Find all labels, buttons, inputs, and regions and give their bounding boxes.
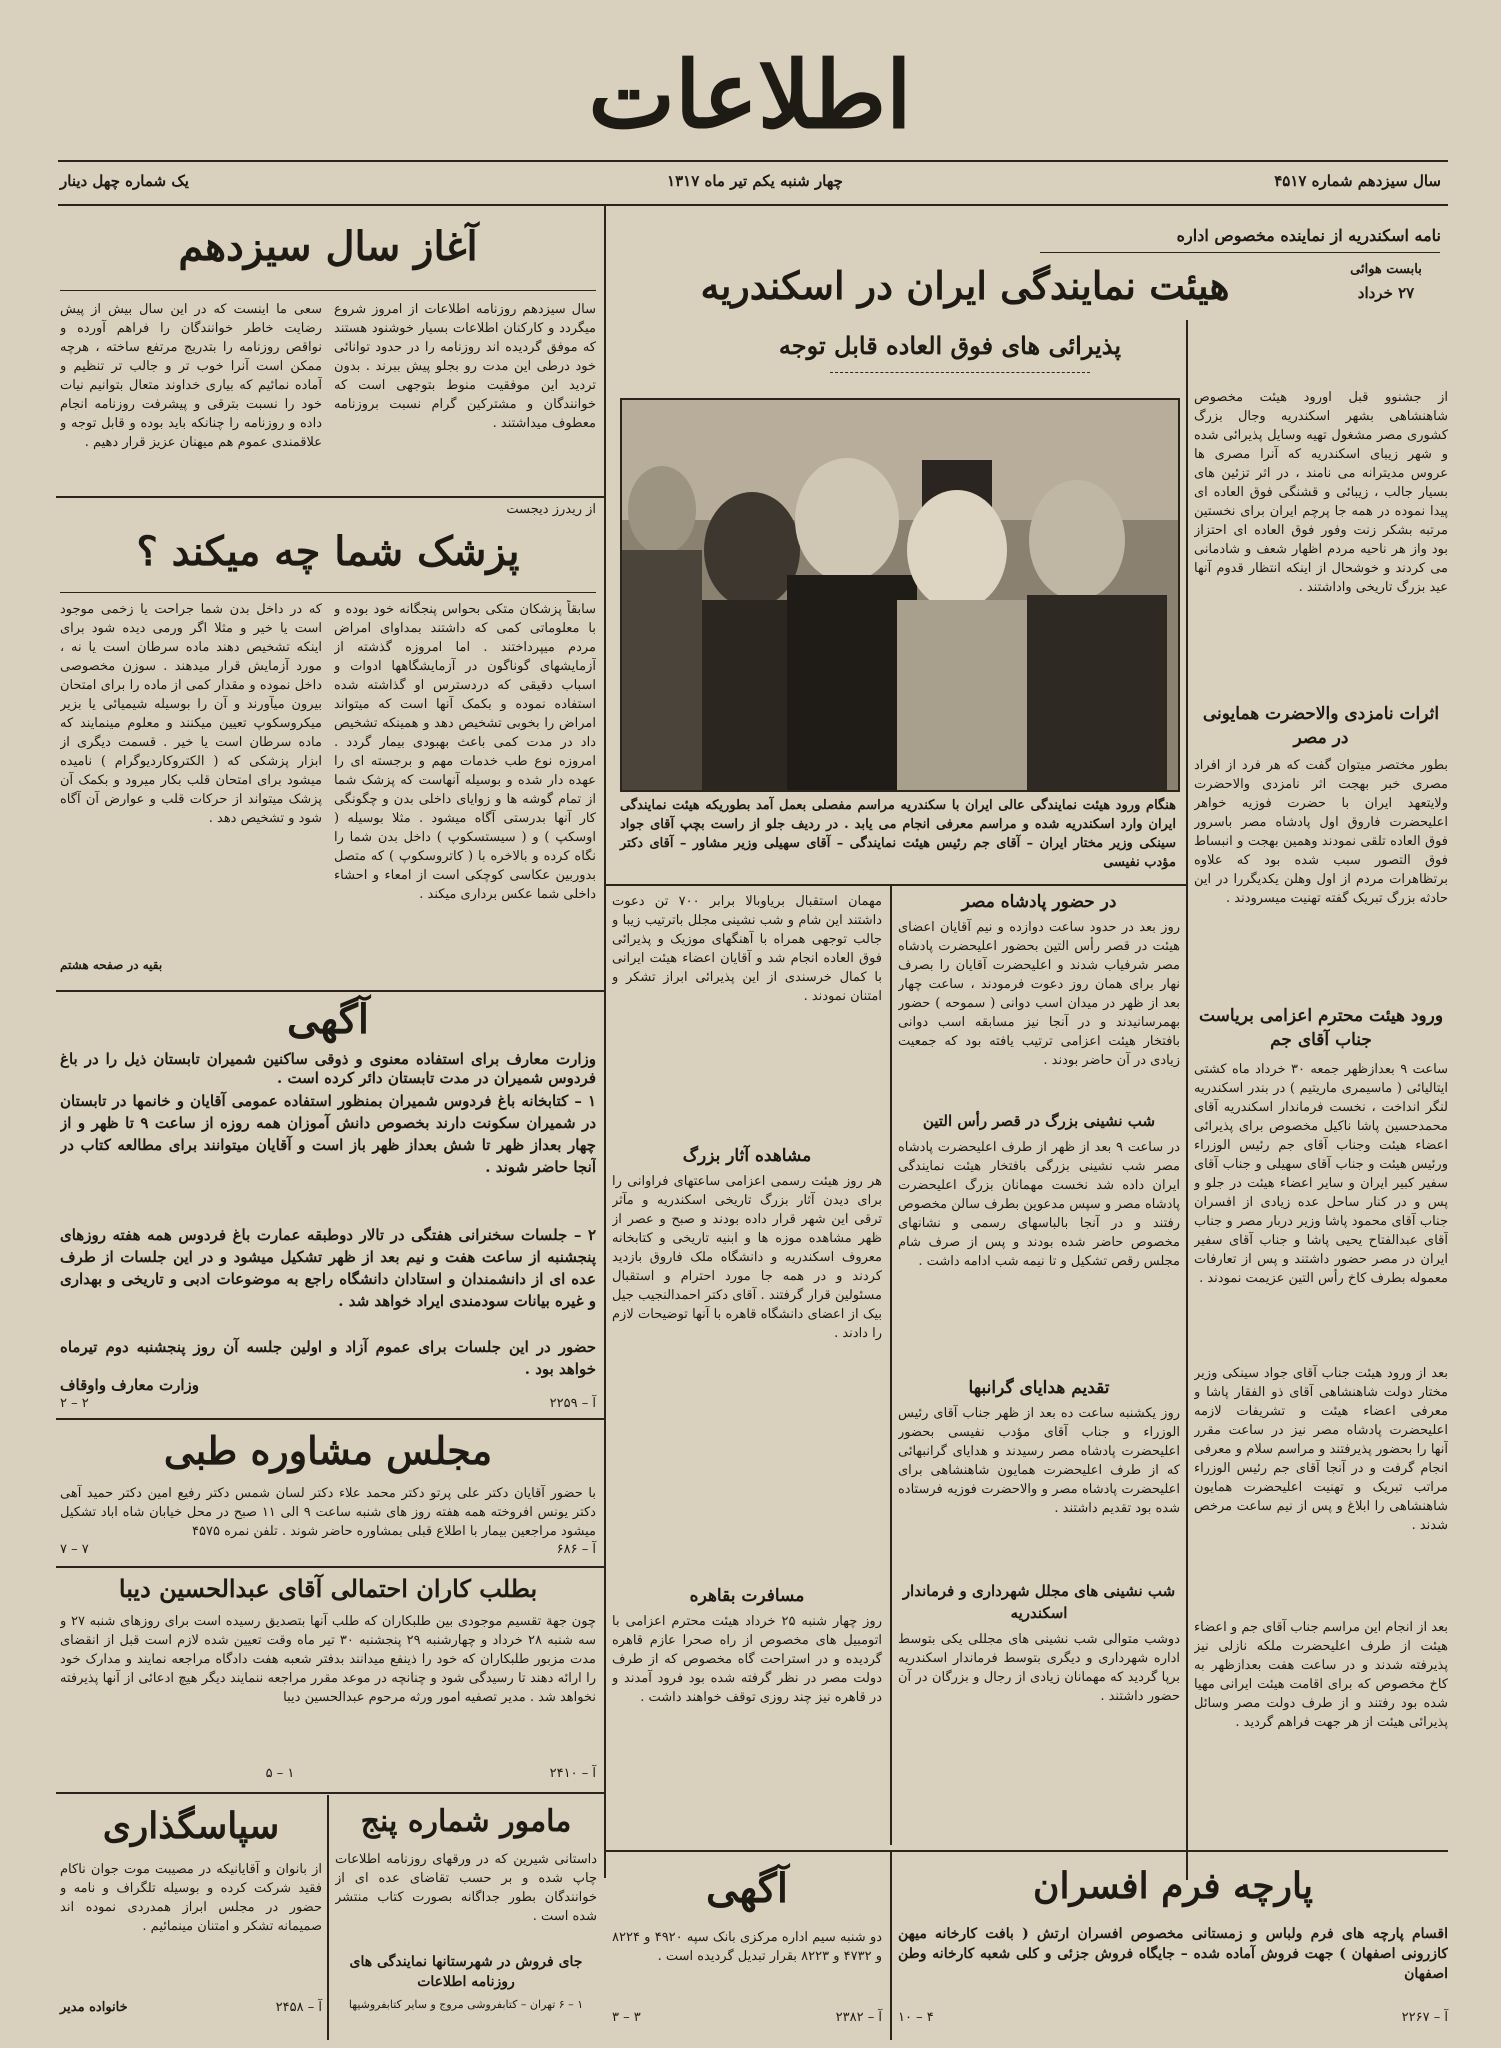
dateline-rule-top xyxy=(58,160,1448,162)
notice2-code-right: آ – ۲۳۸۲ xyxy=(835,2010,882,2025)
editorial-title: آغاز سال سیزدهم xyxy=(178,223,478,270)
news-photo-figures xyxy=(622,400,1178,790)
main-col-intro: از جشنوو قبل اورود هیئت مخصوص شاهنشاهی بشهر اسکندریه وجال بزرگ کشوری مصر مشغول تهیه وسایل پذیرائی شده و شهر زیبای اسکندریه که آنرا مصری ها عروس مدیترانه می نامند ، در اثر تزئین های بسیار جالب ، زیبائی و قشنگی فوق العاده ای پیدا نموده در همه جا پرچم ایران برای نخستین مرتبه بشکر زنت وفور فوق العاده ای احتزاز بود واز هر ناحیه مردم اظهار شعف و شادمانی می کردند و خوشحال از اینکه انتظار قدوم آنها عید بزرگ تاریخی واداشتند . xyxy=(1194,390,1448,595)
editorial-title-rule xyxy=(60,290,596,291)
officer-code: ۱ – ۶ تهران – کتابفروشی مروج و سایر کتابفروشیها xyxy=(348,1998,584,2011)
subheadline-rule xyxy=(830,372,1090,373)
notice1-item3: حضور در این جلسات برای عموم آزاد و اولین جلسه آن روز پنجشنبه دوم تیرماه خواهد بود . xyxy=(60,1338,596,1378)
column-rule-right xyxy=(1186,320,1188,1880)
column-rule-main xyxy=(604,206,606,1878)
uniform-body: اقسام پارچه های فرم ولباس و زمستانی مخصوص افسران ارتش ( بافت کارخانه میهن کازرونی اصفهان ) جهت فروش آماده شده – جایگاه فروش جزئی و کلی شعبه کارخانه وطن اصفهان xyxy=(898,1926,1448,1982)
editorial-col-right: سال سیزدهم روزنامه اطلاعات از امروز شروع میگردد و کارکنان اطلاعات بسیار خوشنود هستند که موفق گردیده اند روزنامه را در حدود توانائی خود درطی این مدت رو بجلو پیش ببرند . بدون تردید این موفقیت منوط بتوجهی است که خوانندگان و مشترکین گرام نسبت بروزنامه معطوف میداشتند . xyxy=(334,302,596,431)
monuments-body: هر روز هیئت رسمی اعزامی ساعتهای فراوانی را برای دیدن آثار بزرگ تاریخی اسکندریه و مآثر ترقی این شهر قرار داده بودند و صبح و عصر از ظهر مشاهده موزه ها و ابنیه تاریخی و کتابخانه معروف اسکندریه و دانشگاه ملک فاروق بازدید کردند و در همه جا مورد احترام و استقبال مسئولین قرار گرفتند . آقای دکتر احمدالنجیب جیل بیک از اعضای دانشگاه قاهره با آنها توضیحات لازم را دادند . xyxy=(612,1174,882,1341)
council-title: مجلس مشاوره طبی xyxy=(163,1428,493,1473)
uniform-code-left: ۴ – ۱۰ xyxy=(898,2010,934,2025)
council-code-right: آ – ۶۸۶ xyxy=(556,1542,596,1557)
column-rule-bottom-left xyxy=(327,1795,329,2040)
main-sec3-title: ورود هیئت محترم اعزامی بریاست جناب آقای جم xyxy=(1198,1006,1444,1050)
officer-title: مامور شماره پنج xyxy=(360,1804,572,1839)
main-headline: هیئت نمایندگی ایران در اسکندریه xyxy=(700,263,1230,308)
thanks-body: از بانوان و آقایانیکه در مصیبت موت جوان ناکام فقید شرکت کرده و بوسیله تلگراف و نامه و حضور در مجلس ابراز همدردی نموده اند صمیمانه تشکر و امتنان مینمائیم . xyxy=(60,1862,322,1934)
creditors-body: چون جهة تقسیم موجودی بین طلبکاران که طلب آنها بتصدیق رسیده است برای روزهای شنبه ۲۷ و سه شنبه ۲۸ خرداد و چهارشنبه ۲۹ پنجشنبه ۳۰ تیر ماه وقت تعیین شده لازم است قبل از انقضای مدت مزبور طلبکاران که خود را ذینفع میدانند بدفتر شعبه هفت دادگاه مراجعه نمایند و مدارک خود را ارائه دهند تا رسیدگی شود و چنانچه در موعد مقرر مراجعه ننمایند دیگر هیچ ادعائی از آنها پذیرفته نخواهد شد . مدیر تصفیه امور ورثه مرحوم عبدالحسین دیبا xyxy=(60,1614,596,1705)
gifts-body: روز یکشنبه ساعت ده بعد از ظهر جناب آقای رئیس الوزراء و جناب آقای مؤدب نفیسی بحضور اعلیحضرت پادشاه مصر رسیدند و هدایای گرانبهائی که از طرف اعلیحضرت همایون شاهنشاهی برای اعلیحضرت پادشاه مصر و والاحضرت فوزیه فرستاده شده بود تقدیم داشتند . xyxy=(898,1406,1180,1516)
notice2-body: دو شنبه سیم اداره مرکزی بانک سپه ۴۹۲۰ و ۸۲۲۴ و ۴۷۳۲ و ۸۲۲۳ بقرار تبدیل گردیده است . xyxy=(612,1930,882,1964)
column-rule-middle xyxy=(890,885,892,1845)
masthead-title: اطلاعات xyxy=(588,41,912,149)
municipal-party-title: شب نشینی های مجلل شهرداری و فرماندار اسکندریه xyxy=(902,1582,1176,1622)
council-body: با حضور آقایان دکتر علی پرتو دکتر محمد علاء دکتر لسان شمس دکتر رفیع امین دکتر حمید آهی دکتر یونس افروخته همه هفته روز های شنبه ساعت ۹ الی ۱۱ صبح در محل خیابان شاه اباد تشکیل میشود مراجعین بیمار با اطلاع قبلی بمشاوره حاضر شوند . تلفن نمره ۴۵۷۵ xyxy=(60,1486,596,1539)
officer-sub: جای فروش در شهرستانها نمایندگی های روزنامه اطلاعات xyxy=(349,1954,583,1990)
monuments-title: مشاهده آثار بزرگ xyxy=(682,1146,812,1166)
editorial-col-left: سعی ما اینست که در این سال بیش از پیش رضایت خاطر خوانندگان را فراهم آورده و نواقص روزنامه را بتدریج مرتفع ساخته ، هرچه ممکن است آنرا خوب تر و جالب تر تنظیم و آماده نمائیم که بیاری خداوند متعال بتوانیم نیات خود را نسبت بترقی و پیشرفت روزنامه انجام داده و روزنامه را چنانکه باید بوده و قابل توجه و علاقمندی عموم هم میهنان عزیز قرار دهیم . xyxy=(60,302,322,450)
king-audience-title: در حضور پادشاه مصر xyxy=(961,892,1117,912)
doctor-continued: بقیه در صفحه هشتم xyxy=(60,958,163,972)
main-sec2-body: بطور مختصر میتوان گفت که هر فرد از افراد مصری خبر بهجت اثر نامزدی والاحضرت ولایتعهد ایران با حضرت فوزیه خواهر اعلیحضرت فاروق اول پادشاه مصر باسرور فوق العاده تلقی نمودند وهمین بهجت و انبساط فوق التصور سبب شده بود که علاوه برتظاهرات مردم از اول وهلن یکدیگررا در این حادثه بزرگ تبریک گفته تهنیت میسرودند . xyxy=(1194,758,1448,906)
thanks-code: آ – ۲۴۵۸ xyxy=(275,2000,322,2015)
main-subheadline: پذیرائی های فوق العاده قابل توجه xyxy=(778,331,1122,360)
dateline-rule-bottom xyxy=(58,204,1448,206)
dateline-issue: سال سیزدهم شماره ۴۵۱۷ xyxy=(1274,172,1441,190)
creditors-code-right: آ – ۲۴۱۰ xyxy=(549,1766,596,1781)
doctor-byline: از ریدرز دیجست xyxy=(506,502,596,517)
kicker-rule xyxy=(1040,252,1440,253)
column-rule-bottom-mid xyxy=(890,1852,892,2040)
officer-body: داستانی شیرین که در ورقهای روزنامه اطلاعات چاپ شده و بر حسب تقاضای عده ای از خوانندگان بطور جداگانه بصورت کتاب منتشر شده است . xyxy=(335,1852,597,1924)
doctor-title-rule xyxy=(60,592,596,593)
notice2-title: آگهی xyxy=(706,1865,788,1912)
dinner-body: مهمان استقبال بریاوبالا برابر ۷۰۰ تن دعوت داشتند این شام و شب نشینی مجلل باترتیب زیبا و جالب توجهی همراه با آهنگهای موزیک و پذیرائی فوق العاده انجام شد و آقایان اعضاء هیئت ایرانی با کمال خرسندی از این پذیرائی ابراز تشکر و امتنان نمودند . xyxy=(612,894,882,1004)
doctor-col-right: سابقاً پزشکان متکی بحواس پنجگانه خود بوده و با معلوماتی کمی که داشتند بمداوای امراض مردم میپرداختند . اما امروزه گذشته از آزمایشهای گوناگون در آزمایشگاهها ادوات و اسباب دقیقی که دردسترس او گذاشته شده استفاده نموده و بکمک آنها است که میتواند امراض را بخوبی تشخیص دهد و همینکه تشخیص داد در مدت کمی باعث بهبودی بیمار گردد . امروزه نوع طب خدمات مهم و برجسته ای را عهده دار شده و بوسیله آنهاست که پزشک شما از تمام گوشه ها و زوایای داخلی بدن و چگونگی کار آنها بدرستی آگاه میشود . مثلا بوسیله ( اوسکپ ) و ( سیستسکوپ ) داخل بدن شما را نگاه کرده و بالاخره با ( کاتروسکوپ ) که متصل بدوربین عکاسی کوچکی است از امعاء و احشاء داخلی شما عکس برداری میکند . xyxy=(334,602,596,902)
notice1-item2: ۲ – جلسات سخنرانی هفتگی در تالار دوطبقه عمارت باغ فردوس همه هفته روزهای پنجشنبه از ساعت هفت و نیم بعد از ظهر تشکیل میشود و در این جلسات از طرف عده ای از دانشمندان و استادان دانشگاه راجع به موضوعات ادبی و تاریخی و بهداری و غیره بیانات سودمندی ایراد خواهد شد . xyxy=(60,1226,596,1310)
doctor-col-left: که در داخل بدن شما جراحت یا زخمی موجود است یا خیر و مثلا اگر ورمی دیده شود برای اینکه تشخیص دهند ماده سرطان است یا نه ، مورد آزمایش قرار میدهند . سوزن مخصوصی داخل نموده و مقدار کمی از ماده را برای امتحان بیرون میآورند و آن را بوسیله شیمیائی یا بزیر میکروسکوپ تعیین میکنند و معلوم مینمایند که ماده سرطان است یا خیر . قسمت دیگری از ابزار پزشکی که ( الکتروکاردیوگرام ) نامیده میشود برای امتحان قلب بکار میرود و بکمک آن پزشک میتواند از حرکات قلب و عوارض آن آگاه شود و تشخیص دهد . xyxy=(60,602,322,826)
photo-caption-rule xyxy=(606,884,1186,886)
creditors-code-left: ۱ – ۵ xyxy=(265,1766,295,1781)
main-sec3-body-2: بعد از ورود هیئت جناب آقای جواد سینکی وزیر مختار دولت شاهنشاهی آقای ذو الفقار پاشا و معرفی اعضاء هیئت و تشریفات لازمه اعلیحضرت پادشاه مصر نیز در ساعت مقرر آنها را بحضور پذیرفتند و مراسم سلام و معرفی انجام گرفت و در آنجا آقای جم رئیس الوزراء مراتب تبریک و تهنیت اعلیحضرت همایون شاهنشاهی را ابلاغ و پس از نیم ساعت مرخص شدند . xyxy=(1194,1366,1448,1533)
main-post: بابست هوائی xyxy=(1350,262,1422,277)
dateline-date: چهار شنبه یکم تیر ماه ۱۳۱۷ xyxy=(667,172,843,190)
notice1-code-right: آ – ۲۲۵۹ xyxy=(549,1396,596,1411)
creditors-title: بطلب کاران احتمالی آقای عبدالحسین دیبا xyxy=(118,1574,538,1603)
cairo-trip-body: روز چهار شنبه ۲۵ خرداد هیئت محترم اعزامی با اتومبیل های مخصوص از راه صحرا عازم قاهره گردیده و در استراحت گاه مخصوص که از طرف دولت مصر در نظر گرفته شده بود فرود آمدند و در قاهره نیز چند روزی توقف خواهند داشت . xyxy=(612,1614,882,1705)
photo-caption: هنگام ورود هیئت نمایندگی عالی ایران با سکندریه مراسم مفصلی بعمل آمد بطوریکه هیئت نمایندگی ایران وارد اسکندریه شده و مراسم معرفی انجام می یابد . در ردیف جلو از راست بچپ آقای جواد سینکی وزیر مختار ایران – آقای جم رئیس هیئت نمایندگی – آقای سهیلی وزیر مشاور – آقای دکتر مؤدب نفیسی xyxy=(620,798,1176,870)
palace-party-body: در ساعت ۹ بعد از ظهر از طرف اعلیحضرت پادشاه مصر شب نشینی بزرگی بافتخار هیئت نمایندگی ایران داده شد نخست مهمانان بزرگ اعلیحضرت پادشاه مصر و سپس مدعوین بطرف سالن مخصوص رفتند و در آنجا بالباسهای رسمی و نشانهای مخصوص حاضر شده بودند و پس از صرف شام مجلس رقص تشکیل و تا نیمه شب ادامه داشت . xyxy=(898,1140,1180,1269)
main-kicker: نامه اسکندریه از نماینده مخصوص اداره xyxy=(1176,226,1441,245)
notice1-item1: ۱ – کتابخانه باغ فردوس شمیران بمنظور استفاده عمومی آقایان و خانمها در تابستان در شمیران سکونت دارند بخصوص دانش آموزان همه روزه از ساعت ۹ تا ظهر و از چهار بعداز ظهر تا شش بعداز ظهر باز است و آقایان میتوانند برای مطالعه کتاب در آنجا حاضر شوند . xyxy=(60,1092,596,1176)
thanks-title: سپاسگذاری xyxy=(102,1805,280,1847)
cairo-trip-title: مسافرت بقاهره xyxy=(689,1586,805,1606)
main-sec3-body: ساعت ۹ بعدازظهر جمعه ۳۰ خرداد ماه کشتی ایتالیائی ( ماسیمری ماریتیم ) در بندر اسکندریه لنگر انداخت ، نخست فرماندار اسکندریه آقای محمدحسین پاشا ناکیل مخصوص برای پذیرائی اعضاء هیئت وجناب آقای جم رئیس الوزراء ورئیس هیئت و جناب آقای سهیلی و جناب آقای سفیر کبیر ایران و سایر اعضاء هیئت در جلو و پس و در کنار ساحل عده زیادی از افسران جناب آقای محمود پاشا وزیر دربار مصر و جناب آقای عبدالفتاح یحیی پاشا و جناب آقای سفیر ایران در مصر حضور داشتند و پس از تعارفات معموله بطرف کاخ رأس التین عزیمت نمودند . xyxy=(1194,1062,1448,1286)
main-sec3-body-3: بعد از انجام این مراسم جناب آقای جم و اعضاء هیئت از طرف اعلیحضرت ملکه نازلی نیز پذیرفته شدند و در ساعت هفت بعدازظهر به کاخ مخصوص که برای اقامت هیئت ایرانی مهیا شده بود رفتند و از طرف دولت مصر وسائل پذیرائی هیئت از هر جهت فراهم گردید . xyxy=(1194,1620,1448,1730)
gifts-title: تقدیم هدایای گرانبها xyxy=(968,1378,1110,1398)
king-audience-body: روز بعد در حدود ساعت دوازده و نیم آقایان اعضای هیئت در قصر رأس التین بحضور اعلیحضرت پادشاه مصر شرفیاب شدند و اعلیحضرت آقایان را بصرف نهار برای همان روز دعوت فرمودند ، ساعت چهار بعد از ظهر در میدان اسب دوانی ( سموحه ) حضور بهمرسانیدند و در آنجا نیز مسابقه اسب دوانی بافتخار هیئت اعزامی ترتیب یافته بود که جمعیت زیادی در آن حاضر بودند . xyxy=(898,920,1180,1068)
thanks-signature: خانواده مدیر xyxy=(60,2000,128,2015)
dateline-price: یک شماره چهل دینار xyxy=(60,172,189,190)
bottom-ads-rule xyxy=(606,1850,1448,1852)
doctor-title: پزشک شما چه میکند ؟ xyxy=(136,528,520,575)
council-code-left: ۷ – ۷ xyxy=(60,1542,89,1557)
notice2-code-left: ۳ – ۳ xyxy=(612,2010,641,2025)
editorial-rule xyxy=(56,496,604,498)
notice1-title: آگهی xyxy=(287,996,369,1043)
palace-party-title: شب نشینی بزرگ در قصر رأس التین xyxy=(922,1112,1156,1130)
news-photo xyxy=(620,398,1180,792)
uniform-code-right: آ – ۲۲۶۷ xyxy=(1401,2010,1448,2025)
main-post-date: ۲۷ خرداد xyxy=(1357,284,1415,302)
municipal-party-body: دوشب متوالی شب نشینی های مجللی یکی بتوسط اداره شهرداری و دیگری بتوسط فرماندار اسکندریه برپا گردید که مهمانان زیادی از رجال و بزرگان در آن حضور داشتند . xyxy=(898,1632,1180,1704)
creditors-rule xyxy=(56,1792,604,1794)
notice1-body: وزارت معارف برای استفاده معنوی و ذوقی ساکنین شمیران تابستان ذیل را در باغ فردوس شمیران در مدت تابستان دائر کرده است . xyxy=(60,1050,596,1087)
notice1-code-left: ۲ – ۲ xyxy=(60,1396,89,1411)
uniform-title: پارچه فرم افسران xyxy=(1033,1865,1313,1907)
main-sec2-title: اثرات نامزدی والاحضرت همایونی در مصر xyxy=(1202,704,1440,748)
notice1-signature: وزارت معارف واوقاف xyxy=(60,1376,200,1394)
